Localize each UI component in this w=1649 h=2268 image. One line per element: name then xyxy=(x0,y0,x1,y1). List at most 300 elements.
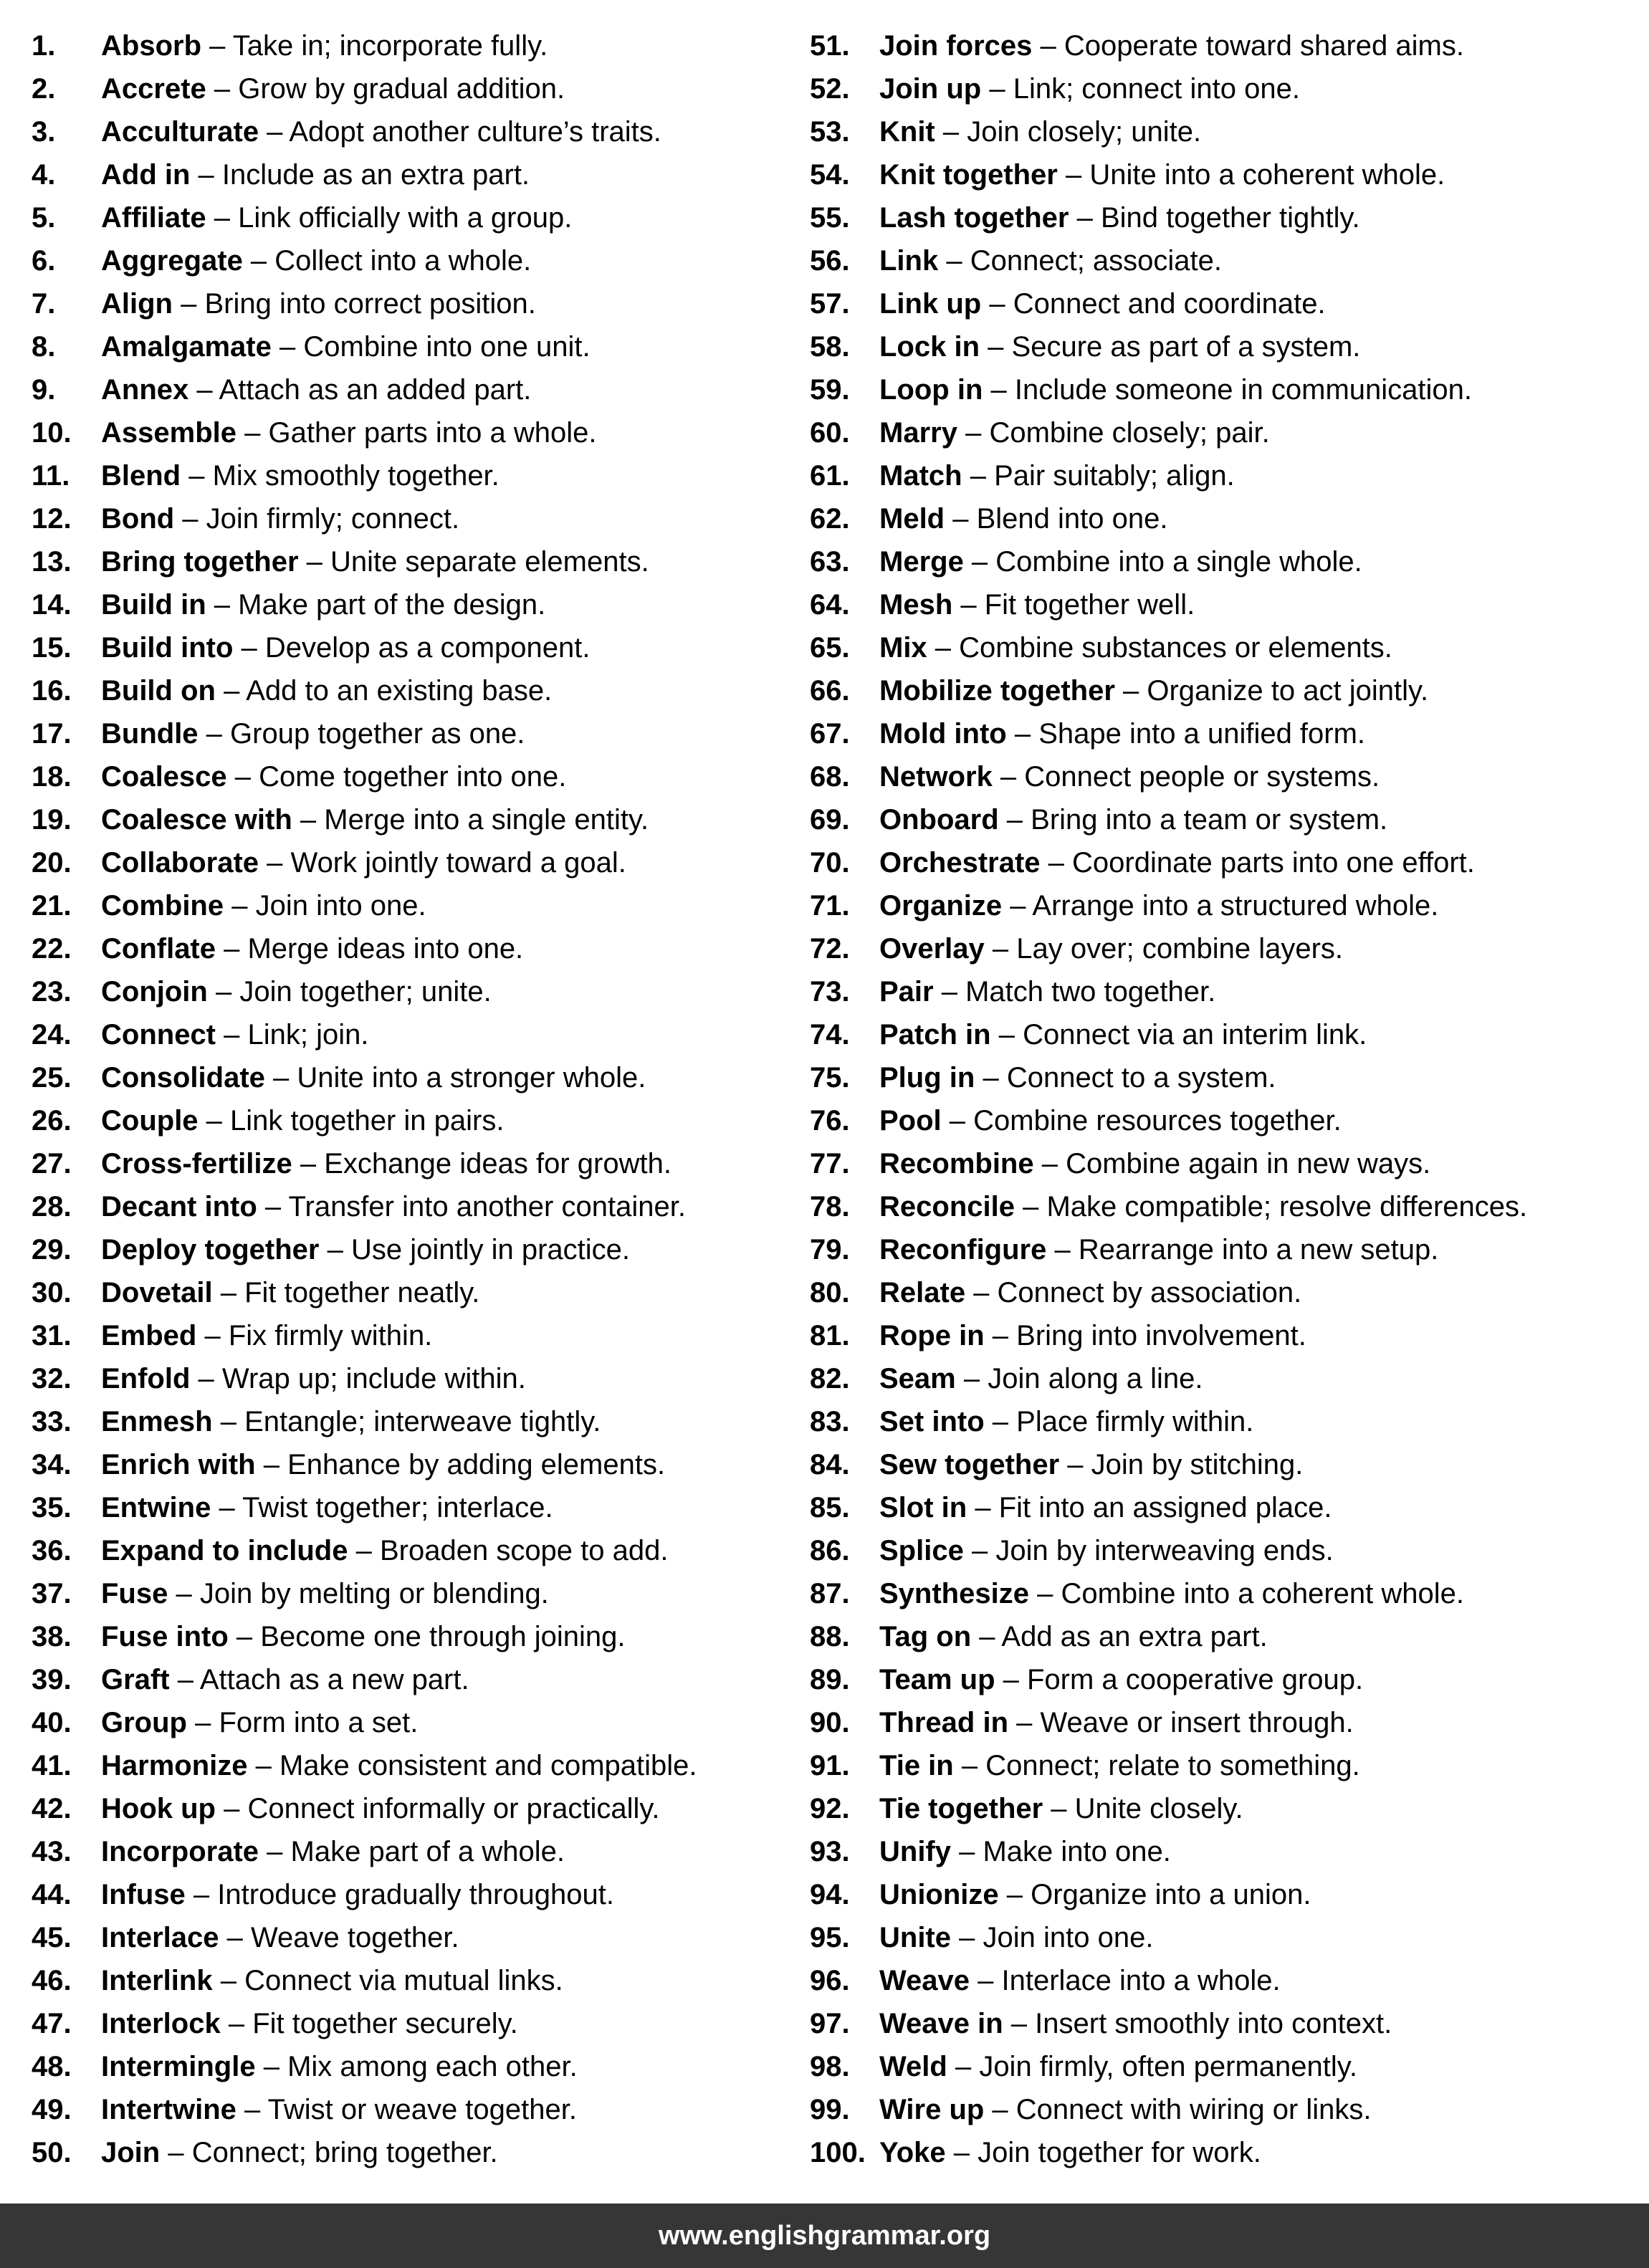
item-entry xyxy=(101,540,649,583)
item-term: Embed xyxy=(101,1320,197,1351)
item-definition: Broaden scope to add. xyxy=(379,1535,669,1566)
item-number: 11. xyxy=(32,460,70,492)
item-separator: – xyxy=(990,1019,1023,1051)
item-separator: – xyxy=(247,1750,279,1781)
item-term: Onboard xyxy=(879,804,999,836)
item-separator: – xyxy=(955,1363,988,1394)
item-definition: Connect by association. xyxy=(997,1277,1302,1308)
item-number: 29. xyxy=(32,1234,72,1265)
item-separator: – xyxy=(259,116,290,148)
item-term: Reconcile xyxy=(879,1191,1015,1222)
item-term: Conjoin xyxy=(101,976,208,1008)
item-separator: – xyxy=(169,1664,200,1695)
item-definition: Form a cooperative group. xyxy=(1027,1664,1364,1695)
item-entry xyxy=(879,2088,1372,2131)
item-separator: – xyxy=(226,761,259,793)
item-number: 26. xyxy=(32,1105,72,1137)
item-number: 6. xyxy=(32,245,56,277)
item-separator: – xyxy=(233,632,265,664)
item-definition: Join into one. xyxy=(983,1922,1154,1953)
item-definition: Mix among each other. xyxy=(287,2051,578,2082)
item-term: Align xyxy=(101,288,173,320)
item-entry xyxy=(879,1701,1354,1744)
item-separator: – xyxy=(212,1965,245,1996)
item-term: Mesh xyxy=(879,589,953,621)
item-number: 84. xyxy=(810,1449,850,1480)
item-separator: – xyxy=(938,245,970,277)
item-entry xyxy=(879,1271,1301,1314)
item-number: 80. xyxy=(810,1277,850,1308)
item-entry xyxy=(101,1916,459,1959)
item-separator: – xyxy=(1057,159,1090,191)
item-term: Unify xyxy=(879,1836,951,1867)
item-separator: – xyxy=(201,30,233,62)
item-number: 27. xyxy=(32,1148,72,1180)
item-definition: Weave or insert through. xyxy=(1040,1707,1354,1738)
item-definition: Mix smoothly together. xyxy=(212,460,500,492)
item-term: Cross-fertilize xyxy=(101,1148,292,1180)
item-number: 1. xyxy=(32,30,56,62)
item-entry xyxy=(879,1013,1367,1056)
item-number: 48. xyxy=(32,2051,72,2082)
item-number: 66. xyxy=(810,675,850,707)
item-separator: – xyxy=(220,2008,253,2039)
item-definition: Combine into a single whole. xyxy=(995,546,1362,578)
item-entry xyxy=(101,583,545,626)
item-term: Dovetail xyxy=(101,1277,213,1308)
item-number: 4. xyxy=(32,159,56,191)
item-term: Build into xyxy=(101,632,234,664)
item-entry xyxy=(879,1572,1464,1615)
item-definition: Merge into a single entity. xyxy=(324,804,649,836)
item-separator: – xyxy=(947,2051,980,2082)
item-separator: – xyxy=(219,1922,252,1953)
item-entry xyxy=(879,67,1300,110)
item-entry xyxy=(879,1658,1363,1701)
item-entry xyxy=(879,1142,1430,1185)
item-number: 99. xyxy=(810,2094,850,2125)
item-separator: – xyxy=(190,159,222,191)
item-entry xyxy=(101,1486,553,1529)
item-separator: – xyxy=(1046,1234,1079,1265)
item-term: Coalesce xyxy=(101,761,227,793)
item-number: 20. xyxy=(32,847,72,879)
item-entry xyxy=(879,1486,1332,1529)
item-number: 18. xyxy=(32,761,72,793)
item-entry xyxy=(879,239,1222,282)
item-separator: – xyxy=(259,847,291,879)
item-entry xyxy=(101,798,649,841)
item-separator: – xyxy=(981,288,1013,320)
item-definition: Weave together. xyxy=(251,1922,459,1953)
item-definition: Make part of a whole. xyxy=(290,1836,565,1867)
item-term: Deploy together xyxy=(101,1234,320,1265)
item-number: 46. xyxy=(32,1965,72,1996)
item-term: Decant into xyxy=(101,1191,257,1222)
item-entry xyxy=(101,1873,614,1916)
item-number: 22. xyxy=(32,933,72,965)
item-separator: – xyxy=(206,73,239,105)
item-separator: – xyxy=(1069,202,1101,234)
item-term: Orchestrate xyxy=(879,847,1041,879)
item-number: 89. xyxy=(810,1664,850,1695)
item-separator: – xyxy=(1002,890,1033,922)
item-number: 17. xyxy=(32,718,72,750)
item-definition: Unite closely. xyxy=(1074,1793,1243,1824)
item-number: 86. xyxy=(810,1535,850,1566)
item-separator: – xyxy=(160,2137,192,2168)
item-number: 33. xyxy=(32,1406,72,1437)
item-entry xyxy=(101,2131,498,2174)
item-term: Graft xyxy=(101,1664,170,1695)
item-number: 43. xyxy=(32,1836,72,1867)
item-number: 13. xyxy=(32,546,72,578)
item-separator: – xyxy=(951,1922,983,1953)
item-entry xyxy=(879,368,1472,411)
item-entry xyxy=(879,1099,1342,1142)
item-definition: Merge ideas into one. xyxy=(247,933,524,965)
item-entry xyxy=(101,884,426,927)
item-definition: Connect; associate. xyxy=(970,245,1223,277)
item-definition: Interlace into a whole. xyxy=(1001,1965,1281,1996)
item-term: Pool xyxy=(879,1105,942,1137)
item-entry xyxy=(879,1228,1438,1271)
item-term: Lock in xyxy=(879,331,980,363)
item-term: Consolidate xyxy=(101,1062,265,1094)
item-entry xyxy=(101,24,548,67)
footer-url[interactable]: www.englishgrammar.org xyxy=(658,2221,991,2251)
item-number: 81. xyxy=(810,1320,850,1351)
item-separator: – xyxy=(255,2051,288,2082)
item-separator: – xyxy=(970,1965,1002,1996)
item-number: 47. xyxy=(32,2008,72,2039)
item-term: Bond xyxy=(101,503,175,535)
item-definition: Join firmly, often permanently. xyxy=(979,2051,1357,2082)
item-entry xyxy=(101,1142,671,1185)
item-separator: – xyxy=(198,718,231,750)
item-number: 44. xyxy=(32,1879,72,1910)
item-definition: Fit together neatly. xyxy=(244,1277,480,1308)
item-term: Thread in xyxy=(879,1707,1009,1738)
item-entry xyxy=(879,2045,1357,2088)
item-number: 60. xyxy=(810,417,850,449)
item-definition: Connect via mutual links. xyxy=(244,1965,563,1996)
item-definition: Link; join. xyxy=(247,1019,369,1051)
item-entry xyxy=(101,1529,669,1572)
item-definition: Join closely; unite. xyxy=(967,116,1202,148)
item-number: 82. xyxy=(810,1363,850,1394)
item-entry xyxy=(879,325,1360,368)
item-separator: – xyxy=(945,503,977,535)
item-definition: Join firmly; connect. xyxy=(206,503,460,535)
item-definition: Transfer into another container. xyxy=(288,1191,686,1222)
item-term: Meld xyxy=(879,503,945,535)
item-number: 45. xyxy=(32,1922,72,1953)
footer-bar xyxy=(0,2204,1649,2268)
item-entry xyxy=(101,67,565,110)
item-entry xyxy=(101,1271,479,1314)
item-definition: Blend into one. xyxy=(976,503,1168,535)
item-separator: – xyxy=(292,804,325,836)
item-entry xyxy=(101,1056,646,1099)
item-separator: – xyxy=(1028,1578,1061,1609)
item-entry xyxy=(879,411,1270,454)
item-term: Tie together xyxy=(879,1793,1043,1824)
item-definition: Bring into a team or system. xyxy=(1031,804,1388,836)
item-definition: Form into a set. xyxy=(219,1707,419,1738)
item-entry xyxy=(101,1185,686,1228)
item-number: 40. xyxy=(32,1707,72,1738)
item-number: 91. xyxy=(810,1750,850,1781)
item-definition: Bring into correct position. xyxy=(204,288,536,320)
item-separator: – xyxy=(236,417,269,449)
item-definition: Use jointly in practice. xyxy=(350,1234,631,1265)
item-number: 94. xyxy=(810,1879,850,1910)
item-number: 61. xyxy=(810,460,850,492)
item-separator: – xyxy=(981,73,1013,105)
item-number: 68. xyxy=(810,761,850,793)
item-number: 35. xyxy=(32,1492,72,1523)
item-number: 96. xyxy=(810,1965,850,1996)
item-term: Collaborate xyxy=(101,847,259,879)
item-term: Link xyxy=(879,245,939,277)
item-entry xyxy=(101,970,492,1013)
item-term: Marry xyxy=(879,417,957,449)
item-entry xyxy=(879,841,1475,884)
item-term: Assemble xyxy=(101,417,236,449)
item-separator: – xyxy=(963,1535,996,1566)
item-entry xyxy=(879,1744,1360,1787)
item-entry xyxy=(879,1056,1276,1099)
item-separator: – xyxy=(984,1320,1017,1351)
item-term: Slot in xyxy=(879,1492,967,1523)
item-number: 93. xyxy=(810,1836,850,1867)
item-separator: – xyxy=(957,417,990,449)
item-number: 32. xyxy=(32,1363,72,1394)
item-definition: Collect into a whole. xyxy=(274,245,532,277)
item-entry xyxy=(101,1830,565,1873)
item-term: Overlay xyxy=(879,933,985,965)
item-definition: Become one through joining. xyxy=(260,1621,626,1652)
item-separator: – xyxy=(319,1234,351,1265)
item-definition: Grow by gradual addition. xyxy=(238,73,565,105)
item-separator: – xyxy=(998,804,1031,836)
item-entry xyxy=(879,1787,1243,1830)
item-entry xyxy=(101,1357,526,1400)
item-number: 30. xyxy=(32,1277,72,1308)
item-term: Bring together xyxy=(101,546,299,578)
item-definition: Work jointly toward a goal. xyxy=(290,847,626,879)
item-number: 85. xyxy=(810,1492,850,1523)
item-term: Set into xyxy=(879,1406,985,1437)
item-definition: Gather parts into a whole. xyxy=(268,417,597,449)
item-term: Unionize xyxy=(879,1879,999,1910)
item-term: Plug in xyxy=(879,1062,975,1094)
item-separator: – xyxy=(206,589,239,621)
item-definition: Add as an extra part. xyxy=(1001,1621,1268,1652)
item-entry xyxy=(879,798,1387,841)
item-entry xyxy=(879,1185,1527,1228)
item-entry xyxy=(879,669,1428,712)
item-term: Aggregate xyxy=(101,245,243,277)
item-number: 19. xyxy=(32,804,72,836)
item-definition: Add to an existing base. xyxy=(246,675,553,707)
item-definition: Twist together; interlace. xyxy=(242,1492,553,1523)
item-term: Merge xyxy=(879,546,964,578)
item-definition: Bind together tightly. xyxy=(1100,202,1360,234)
item-entry xyxy=(879,1529,1334,1572)
item-term: Seam xyxy=(879,1363,956,1394)
item-entry xyxy=(101,239,531,282)
item-separator: – xyxy=(953,1750,986,1781)
item-separator: – xyxy=(264,1062,297,1094)
item-definition: Organize to act jointly. xyxy=(1147,675,1429,707)
item-term: Mix xyxy=(879,632,927,664)
item-term: Infuse xyxy=(101,1879,186,1910)
item-separator: – xyxy=(207,976,240,1008)
item-term: Harmonize xyxy=(101,1750,248,1781)
item-number: 49. xyxy=(32,2094,72,2125)
item-number: 72. xyxy=(810,933,850,965)
item-number: 25. xyxy=(32,1062,72,1094)
item-term: Amalgamate xyxy=(101,331,272,363)
item-separator: – xyxy=(292,1148,325,1180)
item-separator: – xyxy=(271,331,304,363)
item-number: 12. xyxy=(32,503,72,535)
item-separator: – xyxy=(1114,675,1147,707)
item-definition: Twist or weave together. xyxy=(267,2094,577,2125)
item-term: Build on xyxy=(101,675,216,707)
item-definition: Fit into an assigned place. xyxy=(998,1492,1332,1523)
item-number: 95. xyxy=(810,1922,850,1953)
item-entry xyxy=(879,1959,1281,2002)
item-definition: Arrange into a structured whole. xyxy=(1032,890,1439,922)
item-term: Add in xyxy=(101,159,191,191)
item-definition: Connect people or systems. xyxy=(1024,761,1380,793)
item-term: Mobilize together xyxy=(879,675,1115,707)
item-separator: – xyxy=(1003,2008,1036,2039)
item-term: Enfold xyxy=(101,1363,191,1394)
item-definition: Lay over; combine layers. xyxy=(1016,933,1344,965)
item-term: Incorporate xyxy=(101,1836,259,1867)
item-entry xyxy=(101,1013,368,1056)
item-separator: – xyxy=(984,2094,1016,2125)
item-separator: – xyxy=(927,632,960,664)
item-number: 51. xyxy=(810,30,850,62)
item-definition: Wrap up; include within. xyxy=(221,1363,526,1394)
item-number: 7. xyxy=(32,288,56,320)
item-term: Join forces xyxy=(879,30,1033,62)
item-term: Enrich with xyxy=(101,1449,256,1480)
item-entry xyxy=(101,669,552,712)
item-entry xyxy=(101,841,626,884)
item-definition: Combine into one unit. xyxy=(303,331,591,363)
item-term: Weave in xyxy=(879,2008,1003,2039)
item-definition: Bring into involvement. xyxy=(1016,1320,1306,1351)
item-definition: Unite separate elements. xyxy=(330,546,649,578)
item-separator: – xyxy=(998,1879,1031,1910)
item-term: Link up xyxy=(879,288,982,320)
item-entry xyxy=(879,1400,1253,1443)
item-term: Reconfigure xyxy=(879,1234,1047,1265)
item-definition: Connect; bring together. xyxy=(191,2137,498,2168)
item-term: Pair xyxy=(879,976,934,1008)
item-number: 5. xyxy=(32,202,56,234)
item-entry xyxy=(101,196,572,239)
item-term: Patch in xyxy=(879,1019,991,1051)
item-term: Annex xyxy=(101,374,189,406)
item-definition: Make into one. xyxy=(983,1836,1171,1867)
item-entry xyxy=(101,1658,469,1701)
item-number: 74. xyxy=(810,1019,850,1051)
item-separator: – xyxy=(190,1363,222,1394)
item-term: Knit xyxy=(879,116,935,148)
item-number: 42. xyxy=(32,1793,72,1824)
item-entry xyxy=(879,970,1215,1013)
item-definition: Organize into a union. xyxy=(1031,1879,1311,1910)
item-entry xyxy=(101,712,525,755)
item-definition: Pair suitably; align. xyxy=(994,460,1235,492)
item-separator: – xyxy=(242,245,275,277)
item-term: Intermingle xyxy=(101,2051,256,2082)
item-number: 53. xyxy=(810,116,850,148)
item-term: Interlace xyxy=(101,1922,219,1953)
item-separator: – xyxy=(1014,1191,1047,1222)
item-term: Connect xyxy=(101,1019,216,1051)
item-definition: Connect via an interim link. xyxy=(1023,1019,1367,1051)
item-term: Entwine xyxy=(101,1492,211,1523)
item-number: 9. xyxy=(32,374,56,406)
item-term: Mold into xyxy=(879,718,1007,750)
item-separator: – xyxy=(963,546,996,578)
item-entry xyxy=(879,583,1195,626)
item-definition: Link together in pairs. xyxy=(230,1105,505,1137)
item-separator: – xyxy=(186,1707,219,1738)
item-entry xyxy=(879,497,1167,540)
item-definition: Join into one. xyxy=(255,890,426,922)
item-number: 58. xyxy=(810,331,850,363)
item-separator: – xyxy=(965,1277,998,1308)
item-term: Enmesh xyxy=(101,1406,213,1437)
item-term: Match xyxy=(879,460,962,492)
item-entry xyxy=(101,497,459,540)
item-entry xyxy=(101,1615,626,1658)
item-number: 41. xyxy=(32,1750,72,1781)
item-number: 50. xyxy=(32,2137,72,2168)
item-number: 87. xyxy=(810,1578,850,1609)
item-entry xyxy=(101,626,591,669)
item-separator: – xyxy=(348,1535,380,1566)
item-separator: – xyxy=(984,1406,1017,1437)
item-entry xyxy=(101,1314,432,1357)
item-number: 65. xyxy=(810,632,850,664)
item-term: Affiliate xyxy=(101,202,206,234)
item-entry xyxy=(101,325,591,368)
item-number: 100. xyxy=(810,2137,866,2168)
item-definition: Make consistent and compatible. xyxy=(279,1750,697,1781)
item-definition: Connect and coordinate. xyxy=(1013,288,1326,320)
item-definition: Include someone in communication. xyxy=(1014,374,1473,406)
item-number: 28. xyxy=(32,1191,72,1222)
item-separator: – xyxy=(1040,847,1073,879)
item-entry xyxy=(879,1615,1268,1658)
item-definition: Make part of the design. xyxy=(238,589,546,621)
item-number: 56. xyxy=(810,245,850,277)
item-separator: – xyxy=(236,2094,268,2125)
item-number: 63. xyxy=(810,546,850,578)
item-separator: – xyxy=(1033,1148,1066,1180)
item-number: 8. xyxy=(32,331,56,363)
